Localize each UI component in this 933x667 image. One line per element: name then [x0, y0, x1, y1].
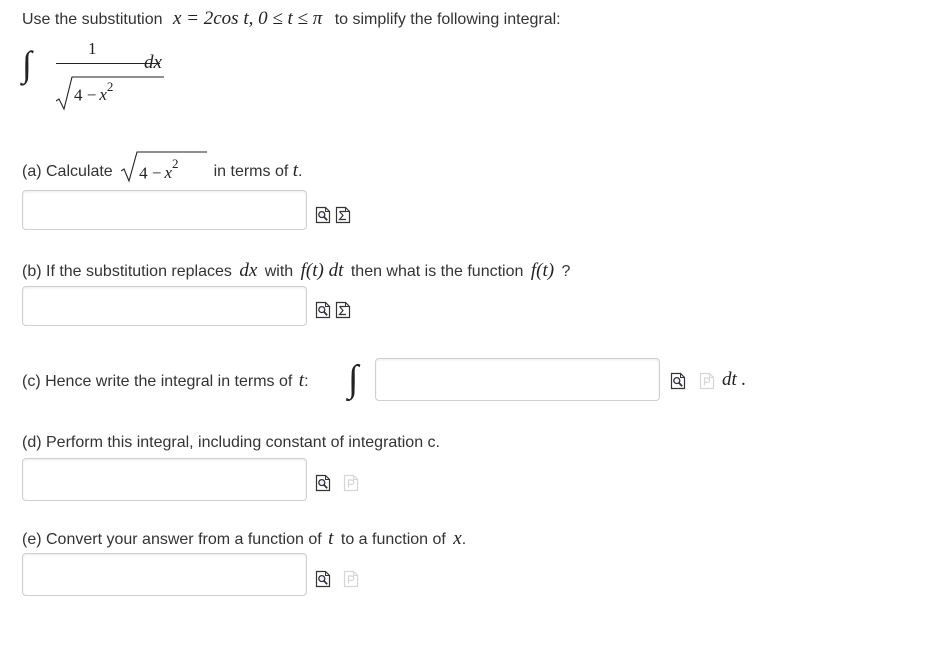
- part-b-mid: then what is the function: [350, 263, 524, 280]
- part-c-answer-input[interactable]: [375, 358, 660, 401]
- substitution-expression: x = 2cos t, 0 ≤ t ≤ π: [172, 8, 323, 29]
- part-b-ft-dt: f(t) dt: [300, 260, 344, 281]
- preview-icon[interactable]: [315, 474, 331, 492]
- part-e-var-t: t: [328, 528, 334, 549]
- part-d-answer-input[interactable]: [22, 458, 307, 501]
- part-b-with: with: [264, 263, 294, 280]
- part-b-dx: dx: [239, 260, 258, 281]
- denominator-const: 4 −: [74, 85, 97, 105]
- disabled-preview-icon: [343, 474, 359, 492]
- preview-icon[interactable]: [670, 372, 686, 390]
- part-e-label: (e) Convert your answer from a function of: [22, 531, 322, 548]
- integrand-differential: dx: [144, 52, 162, 73]
- denominator-var: x: [99, 85, 107, 105]
- part-e-mid: to a function of: [340, 531, 446, 548]
- preview-icon[interactable]: [315, 301, 331, 319]
- part-e-prompt: [22, 529, 466, 550]
- preview-icon[interactable]: [315, 570, 331, 588]
- part-c-label: (c) Hence write the integral in terms of: [22, 373, 293, 390]
- part-a-expr-const: 4 −: [139, 163, 162, 183]
- part-a-label: (a) Calculate: [22, 163, 113, 180]
- disabled-preview-icon: [699, 372, 715, 390]
- part-e-end: .: [461, 531, 467, 548]
- part-c-integral-sign: ∫: [348, 358, 359, 400]
- disabled-preview-icon: [343, 570, 359, 588]
- intro-prefix: Use the substitution: [22, 11, 163, 28]
- integral-display: [22, 36, 172, 116]
- intro-line: [22, 9, 561, 30]
- part-a-expression: [139, 158, 178, 184]
- part-a-suffix: in terms of: [213, 163, 289, 180]
- part-a-expr-exponent: 2: [172, 156, 179, 171]
- part-c-trailing-dt: dt .: [722, 369, 747, 390]
- equation-editor-icon[interactable]: [335, 206, 351, 224]
- part-a-prompt: [22, 156, 303, 183]
- part-a-radical: [121, 156, 207, 183]
- part-b-prompt: [22, 261, 570, 282]
- denominator-exponent: 2: [106, 79, 114, 94]
- intro-suffix: to simplify the following integral:: [334, 11, 561, 28]
- part-b-label: (b) If the substitution replaces: [22, 263, 232, 280]
- integrand-numerator: 1: [88, 39, 97, 58]
- preview-icon[interactable]: [315, 206, 331, 224]
- part-c-colon: :: [304, 373, 309, 390]
- part-b-end: ?: [561, 263, 571, 280]
- integrand-denominator: [74, 79, 114, 105]
- part-e-var-x: x: [453, 528, 462, 549]
- part-c-var: t: [298, 370, 305, 391]
- part-d-label: (d) Perform this integral, including constant of integration c.: [22, 434, 440, 451]
- part-c-prompt: [22, 371, 309, 392]
- part-a-end: .: [298, 163, 303, 180]
- integral-sign: ∫: [22, 44, 32, 84]
- part-a-answer-input[interactable]: [22, 190, 307, 230]
- part-b-ft: f(t): [530, 260, 555, 281]
- part-e-answer-input[interactable]: [22, 553, 307, 596]
- part-d-prompt: [22, 433, 440, 453]
- equation-editor-icon[interactable]: [335, 301, 351, 319]
- part-a-expr-var: x: [164, 163, 173, 183]
- part-b-answer-input[interactable]: [22, 286, 307, 326]
- part-a-var: t: [292, 160, 299, 181]
